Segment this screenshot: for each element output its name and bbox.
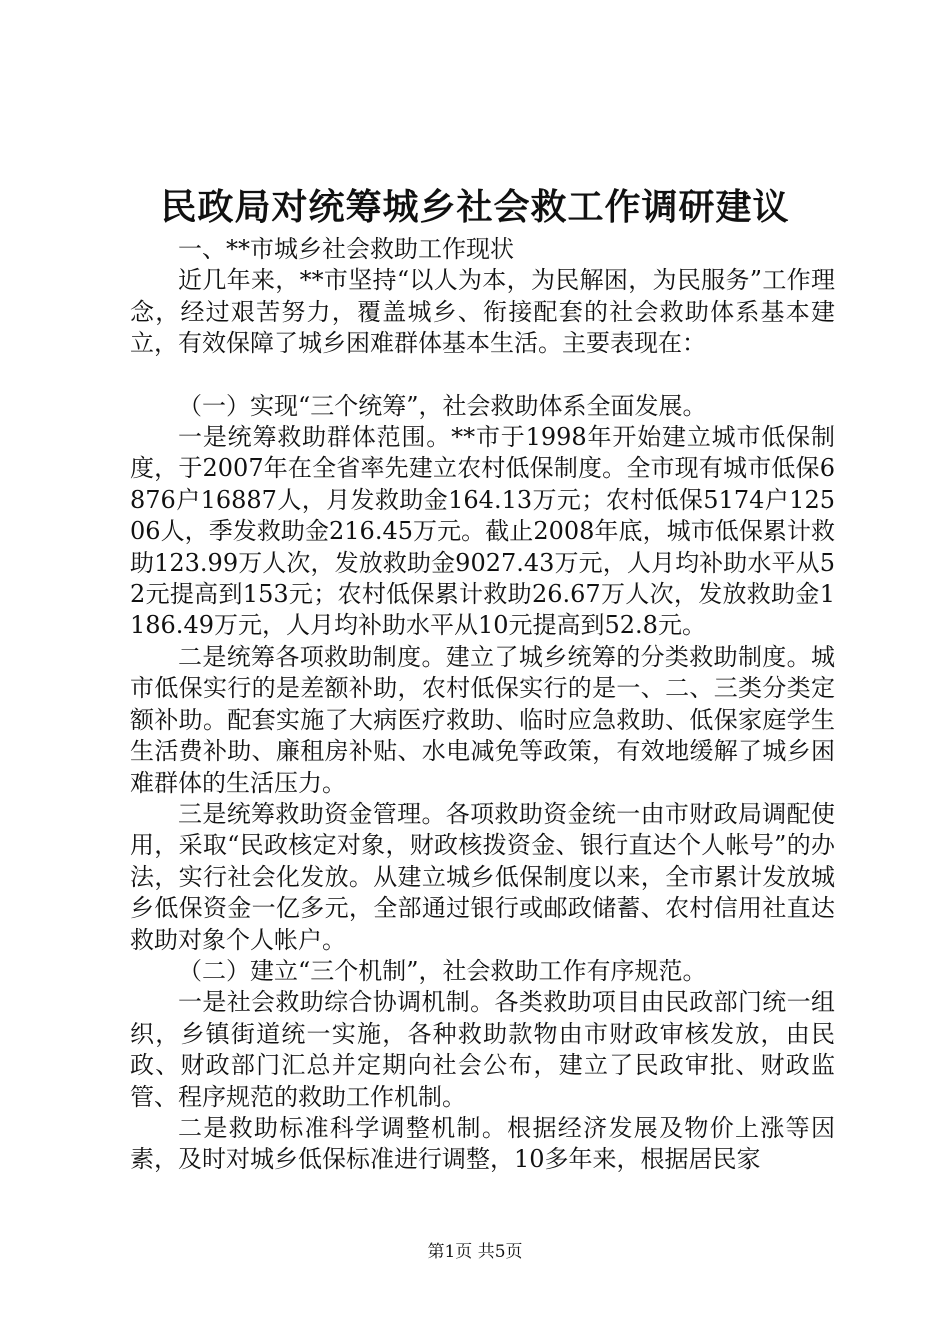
section-heading: 一、**市城乡社会救助工作现状: [178, 235, 514, 263]
document-title: 民政局对统筹城乡社会救工作调研建议: [160, 187, 790, 228]
body-paragraph: 一是统筹救助群体范围。**市于1998年开始建立城市低保制度，于2007年在全省率先建立农村低保制度。全市现有城市低保6876户16887人，月发救助金164.13万元；农村低保5174户12506人，季发救助金216.45万元。截止2008年底，城市低保累计救助123.99万人次，发放救助金9027.43万元，人月均补助水平从52元提高到153元；农村低保累计救助26.67万人次，发放救助金1186.49万元，人月均补助水平从10元提高到52.8元。: [130, 423, 835, 640]
body-paragraph: 近几年来，**市坚持“以人为本，为民解困，为民服务”工作理念，经过艰苦努力，覆盖城乡、衔接配套的社会救助体系基本建立，有效保障了城乡困难群体基本生活。主要表现在：: [130, 266, 835, 358]
body-paragraph: 二是救助标准科学调整机制。根据经济发展及物价上涨等因素，及时对城乡低保标准进行调整，10多年来，根据居民家: [130, 1113, 835, 1174]
page-footer: 第1页 共5页: [427, 1242, 523, 1262]
body-paragraph: 三是统筹救助资金管理。各项救助资金统一由市财政局调配使用，采取“民政核定对象，财政核拨资金、银行直达个人帐号”的办法，实行社会化发放。从建立城乡低保制度以来，全市累计发放城乡低保资金一亿多元，全部通过银行或邮政储蓄、农村信用社直达救助对象个人帐户。: [130, 799, 835, 954]
document-body: [130, 234, 835, 1176]
body-paragraph: 一是社会救助综合协调机制。各类救助项目由民政部门统一组织，乡镇街道统一实施，各种救助款物由市财政审核发放，由民政、财政部门汇总并定期向社会公布，建立了民政审批、财政监管、程序规范的救助工作机制。: [130, 988, 835, 1111]
body-paragraph: 二是统筹各项救助制度。建立了城乡统筹的分类救助制度。城市低保实行的是差额补助，农村低保实行的是一、二、三类分类定额补助。配套实施了大病医疗救助、临时应急救助、低保家庭学生生活费补助、廉租房补贴、水电减免等政策，有效地缓解了城乡困难群体的生活压力。: [130, 642, 835, 797]
subsection-heading: （一）实现“三个统筹”，社会救助体系全面发展。: [178, 391, 707, 420]
subsection-heading: （二）建立“三个机制”，社会救助工作有序规范。: [178, 956, 707, 985]
